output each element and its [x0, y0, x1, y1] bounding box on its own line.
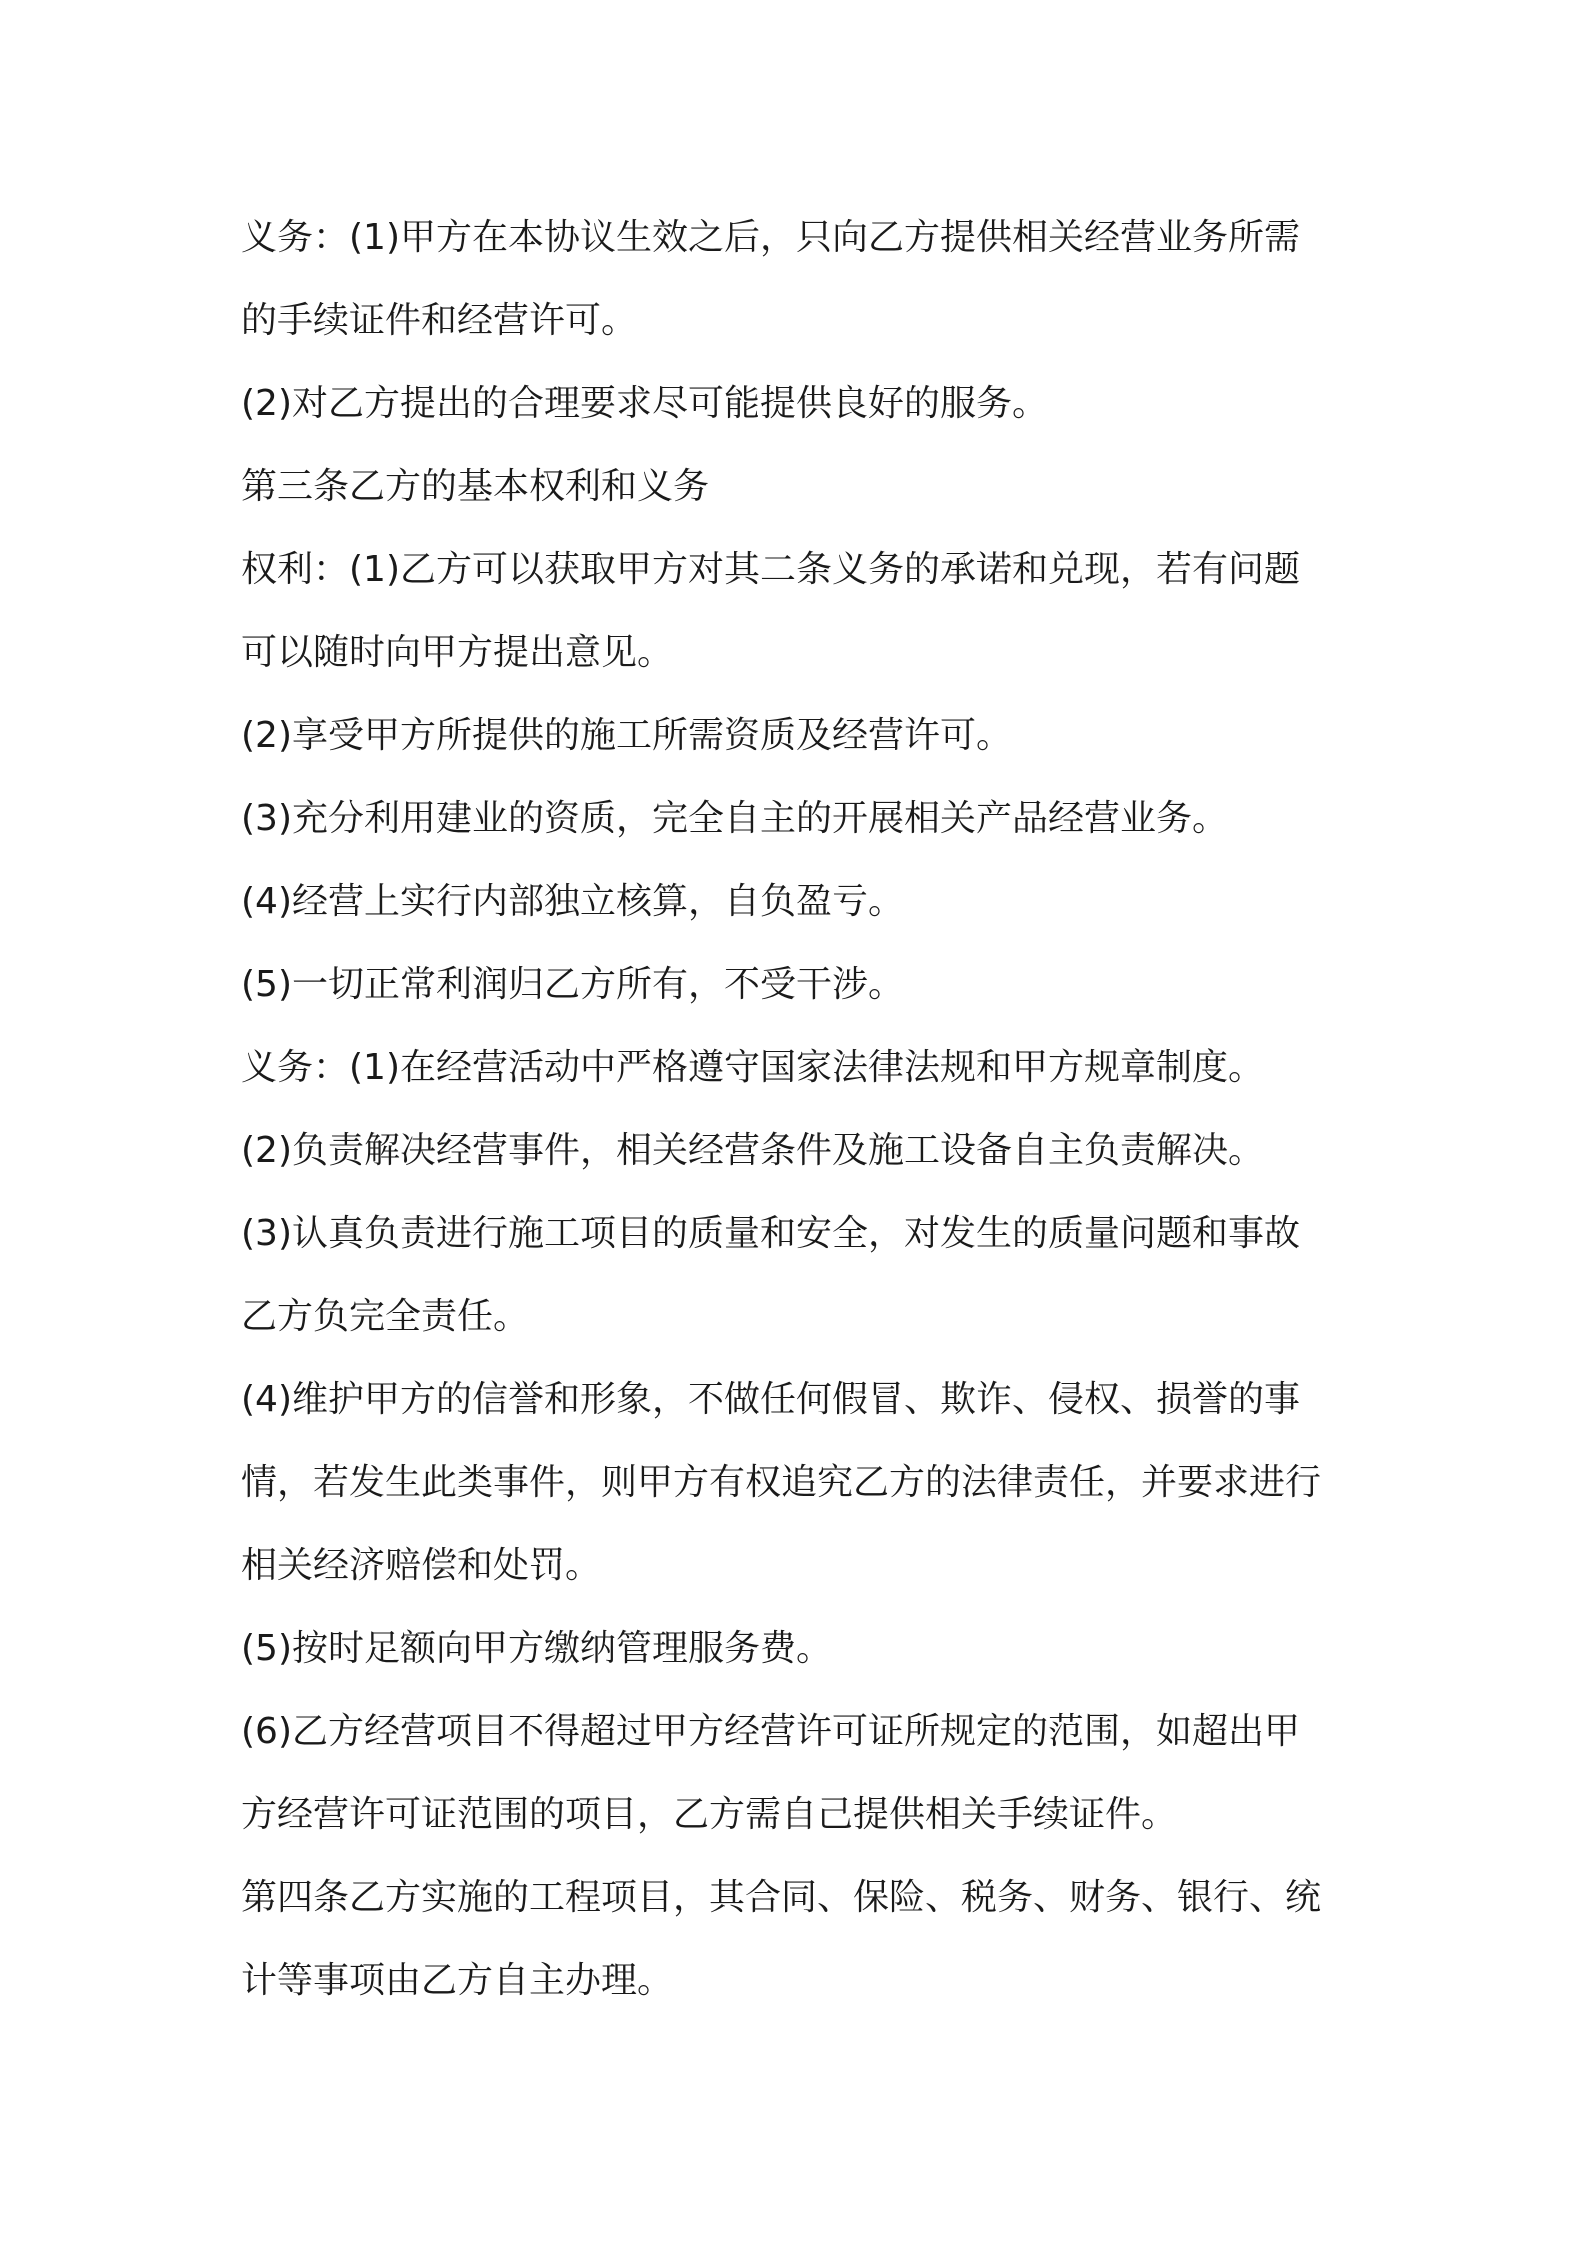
text-line: 第四条乙方实施的工程项目，其合同、保险、税务、财务、银行、统: [241, 1877, 1322, 1918]
paragraph: [241, 362, 1361, 445]
text-line: (3)认真负责进行施工项目的质量和安全，对发生的质量问题和事故: [241, 1213, 1300, 1254]
paragraph: [241, 1358, 1361, 1607]
text-line: (2)负责解决经营事件，相关经营条件及施工设备自主负责解决。: [241, 1130, 1264, 1171]
text-line: 相关经济赔偿和处罚。: [241, 1545, 602, 1586]
text-line: (4)维护甲方的信誉和形象，不做任何假冒、欺诈、侵权、损誉的事: [241, 1379, 1300, 1420]
text-line: (6)乙方经营项目不得超过甲方经营许可证所规定的范围，如超出甲: [241, 1711, 1300, 1752]
paragraph: [241, 1109, 1361, 1192]
text-line: 义务：(1)在经营活动中严格遵守国家法律法规和甲方规章制度。: [241, 1047, 1264, 1088]
paragraph: [241, 777, 1361, 860]
paragraph: [241, 528, 1361, 694]
paragraph: [241, 445, 1361, 528]
text-line: 可以随时向甲方提出意见。: [241, 632, 674, 673]
text-line: 方经营许可证范围的项目，乙方需自己提供相关手续证件。: [241, 1794, 1178, 1835]
paragraph: [241, 860, 1361, 943]
paragraph: [241, 1607, 1361, 1690]
text-line: 的手续证件和经营许可。: [241, 300, 638, 341]
paragraph: [241, 1856, 1361, 2022]
text-line: (3)充分利用建业的资质，完全自主的开展相关产品经营业务。: [241, 798, 1228, 839]
text-line: (2)对乙方提出的合理要求尽可能提供良好的服务。: [241, 383, 1048, 424]
text-line: 计等事项由乙方自主办理。: [241, 1960, 674, 2001]
text-line: 第三条乙方的基本权利和义务: [241, 466, 710, 507]
paragraph: [241, 1192, 1361, 1358]
text-line: 情，若发生此类事件，则甲方有权追究乙方的法律责任，并要求进行: [241, 1462, 1322, 1503]
paragraph: [241, 694, 1361, 777]
document-body: [241, 196, 1361, 2022]
text-line: (2)享受甲方所提供的施工所需资质及经营许可。: [241, 715, 1012, 756]
text-line: 乙方负完全责任。: [241, 1296, 530, 1337]
text-line: (5)按时足额向甲方缴纳管理服务费。: [241, 1628, 832, 1669]
paragraph: [241, 1690, 1361, 1856]
text-line: (5)一切正常利润归乙方所有，不受干涉。: [241, 964, 904, 1005]
text-line: 权利：(1)乙方可以获取甲方对其二条义务的承诺和兑现，若有问题: [241, 549, 1300, 590]
text-line: (4)经营上实行内部独立核算，自负盈亏。: [241, 881, 904, 922]
paragraph: [241, 196, 1361, 362]
paragraph: [241, 1026, 1361, 1109]
text-line: 义务：(1)甲方在本协议生效之后，只向乙方提供相关经营业务所需: [241, 217, 1300, 258]
paragraph: [241, 943, 1361, 1026]
